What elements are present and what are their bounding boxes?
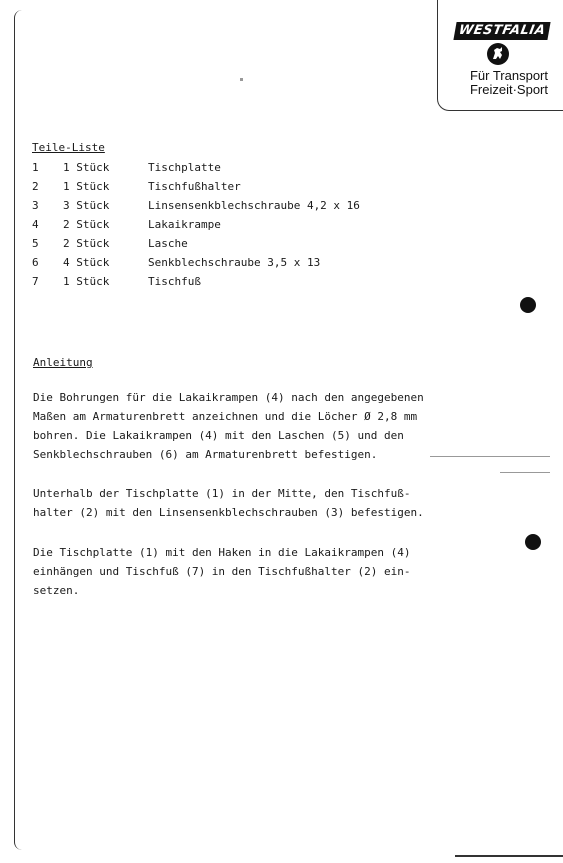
punch-hole — [520, 297, 536, 313]
instructions-paragraph-2: Unterhalb der Tischplatte (1) in der Mitte, den Tischfuß- halter (2) mit den Linsensenkblechschrauben (3) befestigen. — [33, 487, 424, 519]
part-number: 4 — [32, 218, 39, 231]
page-bottom-edge — [455, 855, 563, 857]
westfalia-logo-box — [437, 0, 563, 111]
part-quantity: 2 Stück — [63, 237, 110, 250]
scan-mark — [500, 472, 550, 473]
part-description: Tischfußhalter — [148, 180, 241, 193]
part-description: Tischplatte — [148, 161, 221, 174]
part-quantity: 4 Stück — [63, 256, 110, 269]
brand-wordmark: WESTFALIA — [453, 22, 550, 40]
part-description: Senkblechschraube 3,5 x 13 — [148, 256, 321, 269]
instructions-paragraph-3: Die Tischplatte (1) mit den Haken in die Lakaikrampen (4) einhängen und Tischfuß (7) in den Tischfußhalter (2) ein- setzen. — [33, 546, 411, 597]
part-description: Lakaikrampe — [148, 218, 221, 231]
scan-mark — [240, 78, 243, 81]
part-number: 3 — [32, 199, 39, 212]
page-left-edge — [14, 10, 25, 850]
part-number: 2 — [32, 180, 39, 193]
part-quantity: 1 Stück — [63, 161, 110, 174]
part-quantity: 3 Stück — [63, 199, 110, 212]
logo-tagline-freizeit: Freizeit·Sport — [469, 82, 548, 97]
part-description: Tischfuß — [148, 275, 201, 288]
part-number: 7 — [32, 275, 39, 288]
part-quantity: 2 Stück — [63, 218, 110, 231]
part-description: Lasche — [148, 237, 188, 250]
scan-mark — [430, 456, 550, 457]
part-number: 1 — [32, 161, 39, 174]
logo-tagline-transport: Für Transport — [469, 68, 548, 83]
part-number: 5 — [32, 237, 39, 250]
instructions-heading: Anleitung — [33, 356, 93, 369]
instructions-paragraph-1: Die Bohrungen für die Lakaikrampen (4) nach den angegebenen Maßen am Armaturenbrett anzeichnen und die Löcher Ø 2,8 mm bohren. Die Lakaikrampen (4) mit den Laschen (5) und den Senkblechschrauben (6) am Armaturenbrett befestigen. — [33, 391, 424, 461]
part-description: Linsensenkblechschraube 4,2 x 16 — [148, 199, 360, 212]
horse-emblem-icon — [486, 42, 510, 66]
part-quantity: 1 Stück — [63, 275, 110, 288]
punch-hole — [525, 534, 541, 550]
parts-list-heading: Teile-Liste — [32, 141, 105, 154]
part-quantity: 1 Stück — [63, 180, 110, 193]
part-number: 6 — [32, 256, 39, 269]
